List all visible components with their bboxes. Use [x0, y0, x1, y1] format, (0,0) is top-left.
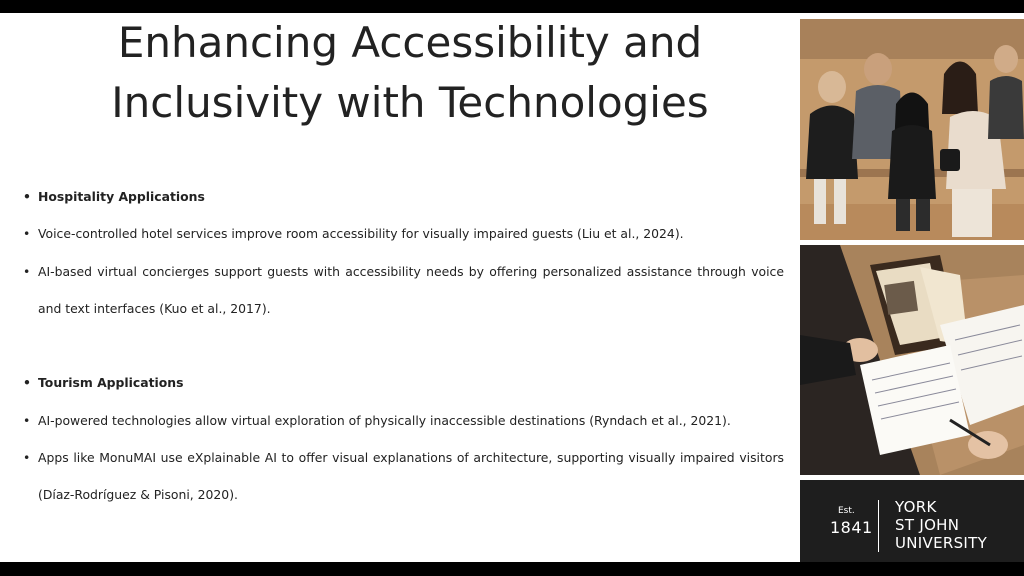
bullet-hospitality-voice: • Voice-controlled hotel services improve room accessibility for visually impaired guests (Liu et al., 2024).	[22, 215, 784, 252]
bullet-hospitality-heading: • Hospitality Applications	[22, 178, 784, 215]
logo-est-text: Est.	[838, 506, 855, 516]
book-notes-photo	[800, 245, 1024, 475]
logo-name-line-1: YORK	[895, 498, 937, 516]
bullet-hospitality-concierge: • AI-based virtual concierges support guests with accessibility needs by offering personalized assistance through voice and text interfaces (Kuo et al., 2017).	[22, 253, 784, 328]
bullet-list	[22, 178, 784, 514]
logo-university-name	[895, 498, 987, 552]
logo-divider	[878, 500, 879, 552]
students-illustration	[800, 19, 1024, 240]
bottom-bar	[0, 562, 1024, 576]
bullet-spacer	[22, 327, 784, 364]
logo-name-line-3: UNIVERSITY	[895, 534, 988, 552]
logo-year-text: 1841	[830, 518, 873, 537]
bullet-tourism-monumai: • Apps like MonuMAI use eXplainable AI to offer visual explanations of architecture, supporting visually impaired visitors (Díaz-Rodríguez & Pisoni, 2020).	[22, 439, 784, 514]
slide-title	[20, 13, 800, 133]
top-bar	[0, 0, 1024, 13]
book-notes-illustration	[800, 245, 1024, 475]
title-line-1: Enhancing Accessibility and	[117, 18, 703, 67]
university-logo	[800, 480, 1024, 562]
logo-name-line-2: ST JOHN	[895, 516, 960, 534]
bullet-tourism-virtual: • AI-powered technologies allow virtual exploration of physically inaccessible destinations (Ryndach et al., 2021).	[22, 402, 784, 439]
title-line-2: Inclusivity with Technologies	[111, 78, 709, 127]
bullet-tourism-heading: • Tourism Applications	[22, 364, 784, 401]
students-photo	[800, 19, 1024, 240]
